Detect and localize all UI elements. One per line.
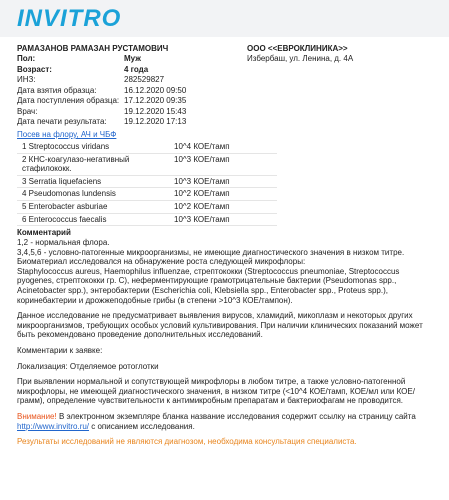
results-table xyxy=(17,141,277,226)
patient-info-label: ИНЗ: xyxy=(17,75,36,85)
patient-info-label: Врач: xyxy=(17,106,38,116)
order-comments-label: Комментарии к заявке: xyxy=(17,345,103,355)
result-row xyxy=(17,188,277,201)
localization-text: Локализация: Отделяемое ротоглотки xyxy=(17,361,159,371)
organism-name: 2 КНС-коагулазо-негативный стафилококк. xyxy=(22,154,130,174)
organism-name: 1 Streptococcus viridans xyxy=(22,142,110,151)
invitro-logo: INVITRO xyxy=(17,5,122,32)
patient-info-label: Дата взятия образца: xyxy=(17,85,97,95)
result-row xyxy=(17,201,277,214)
header-bar xyxy=(0,0,449,37)
comment-block xyxy=(17,238,437,451)
patient-info-row xyxy=(17,96,186,107)
organism-name: 5 Enterobacter asburiae xyxy=(22,201,108,211)
site-link-notice xyxy=(17,412,437,431)
disclaimer-text: Результаты исследований не являются диагнозом, необходима консультация специалиста. xyxy=(17,437,357,447)
patient-info-value: 282529827 xyxy=(124,75,165,85)
patient-info-value: 4 года xyxy=(124,64,149,74)
warning-tail: с описанием исследования. xyxy=(89,421,195,431)
comment-paragraph-5: При выявлении нормальной и сопутствующей микрофлоры в любом титре, а также условно-патогенной микрофлоры, не имеющей диагностического значения, в низком титре (<10^4 КОЕ/тамп, КОЕ/мл или КОЕ/грамм), определение чувствительности к антимикробным препаратам и бактериофагам не проводится. xyxy=(17,377,415,406)
result-row xyxy=(17,141,277,154)
patient-info xyxy=(17,54,186,128)
organism-titer: 10^2 КОЕ/тамп xyxy=(174,201,230,211)
patient-info-label: Возраст: xyxy=(17,64,52,74)
organism-titer: 10^3 КОЕ/тамп xyxy=(174,214,230,224)
patient-info-value: 19.12.2020 15:43 xyxy=(124,106,187,116)
patient-info-value: 19.12.2020 17:13 xyxy=(124,117,187,127)
comment-paragraph-1: 1,2 - нормальная флора. 3,4,5,6 - условно-патогенные микроорганизмы, не имеющие диагностического значения в низком титре. Биоматериал исследовался на обнаружение роста следующей микрофлоры: Staphylococcus aureus, Haemophilus influenzae, стрептококки (Streptococcus pneumoniae, Streptococcus pyogenes, стрептококки гр. С), неферментирующие грамотрицательные бактерии (Pseudomonas spp., Acinetobacter spp.), энтеробактерии (Escherichia coli, Klebsiella spp., Enterobacter spp., Proteus spp.), коринебактерии и дрожжеподобные грибы (в степени >10^3 КОЕ/тампон). xyxy=(17,238,405,305)
organism-titer: 10^2 КОЕ/тамп xyxy=(174,189,230,199)
organism-name: 4 Pseudomonas lundensis xyxy=(22,189,116,199)
analysis-link[interactable]: Посев на флору, АЧ и ЧБФ xyxy=(17,130,117,139)
result-row xyxy=(17,176,277,189)
warning-lead: Внимание! xyxy=(17,411,57,421)
patient-info-row xyxy=(17,65,186,76)
result-row xyxy=(17,154,277,176)
patient-info-row xyxy=(17,54,186,65)
organization-name: ООО <<ЕВРОКЛИНИКА>> xyxy=(247,44,348,53)
patient-info-row xyxy=(17,117,186,128)
organism-name: 3 Serratia liquefaciens xyxy=(22,176,102,186)
result-row xyxy=(17,214,277,227)
patient-info-value: 16.12.2020 09:50 xyxy=(124,85,187,95)
organism-titer: 10^3 КОЕ/тамп xyxy=(174,154,230,164)
patient-info-label: Пол: xyxy=(17,54,36,64)
patient-info-row xyxy=(17,86,186,97)
patient-info-row xyxy=(17,107,186,118)
patient-info-row xyxy=(17,75,186,86)
patient-info-value: Муж xyxy=(124,54,141,64)
comment-title: Комментарий xyxy=(17,228,71,237)
comment-paragraph-2: Данное исследование не предусматривает выявления вирусов, хламидий, микоплазм и некоторых других микроорганизмов, требующих особых условий культивирования. При наличии клинических показаний может быть рекомендовано проведение дополнительных исследований. xyxy=(17,311,423,340)
patient-info-label: Дата поступления образца: xyxy=(17,96,120,106)
patient-info-value: 17.12.2020 09:35 xyxy=(124,96,187,106)
organization-address: Избербаш, ул. Ленина, д. 4А xyxy=(247,54,354,63)
organism-titer: 10^4 КОЕ/тамп xyxy=(174,142,230,151)
patient-name: РАМАЗАНОВ РАМАЗАН РУСТАМОВИЧ xyxy=(17,44,169,53)
organism-name: 6 Enterococcus faecalis xyxy=(22,214,107,224)
warning-text: В электронном экземпляре бланка название исследования содержит ссылку на страницу сайта xyxy=(56,411,416,421)
invitro-site-link[interactable]: http://www.invitro.ru/ xyxy=(17,421,90,431)
patient-info-label: Дата печати результата: xyxy=(17,117,107,127)
organism-titer: 10^3 КОЕ/тамп xyxy=(174,176,230,186)
